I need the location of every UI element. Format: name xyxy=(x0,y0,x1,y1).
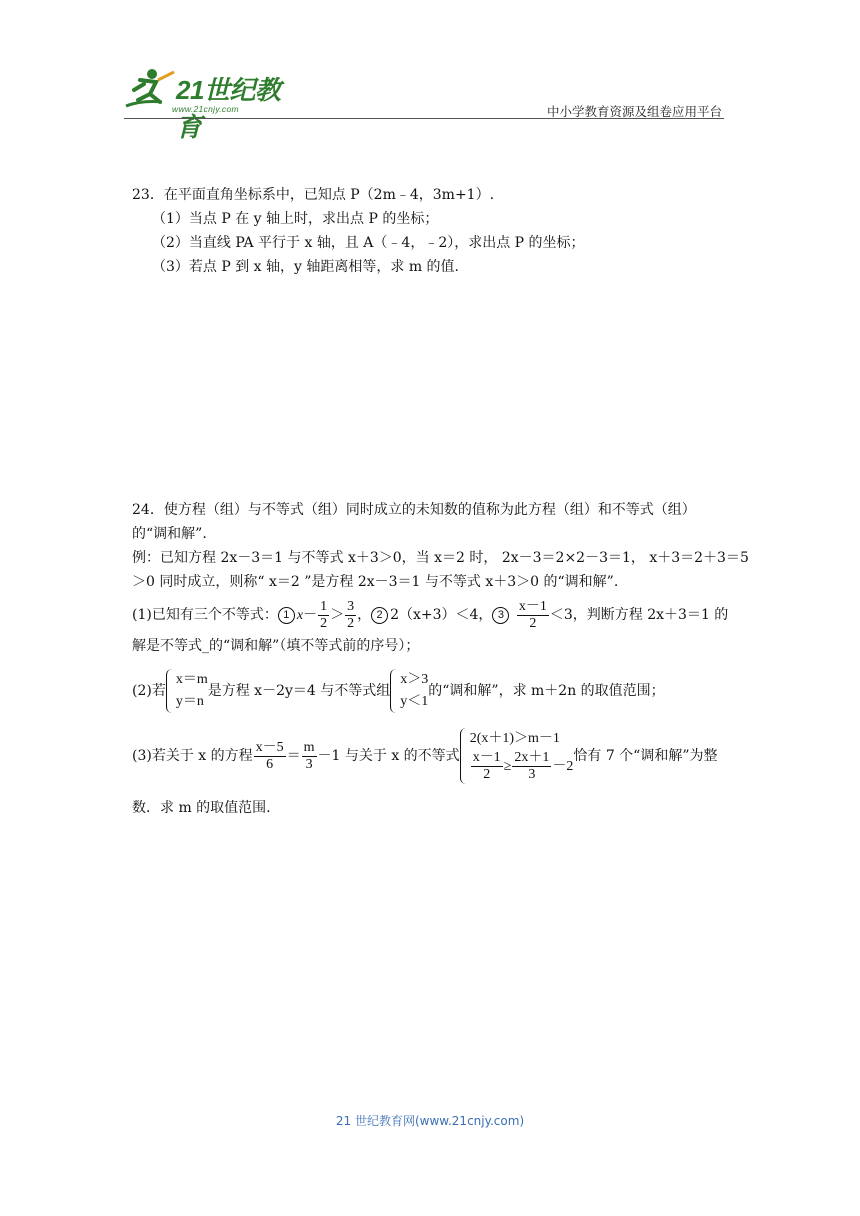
circled-2-icon: 2 xyxy=(371,607,388,624)
fraction-denominator: 2 xyxy=(347,615,355,631)
q24-part2 xyxy=(132,668,665,714)
q24-part3-suffix: 恰有 7 个“调和解”为整 xyxy=(573,748,718,764)
brace-icon xyxy=(166,669,175,713)
fraction-numerator: 1 xyxy=(320,598,328,614)
q24-part1-prefix: (1)已知有三个不等式： xyxy=(132,607,278,623)
equation-system xyxy=(166,669,208,713)
circled-1-icon: 1 xyxy=(278,607,295,624)
brace-icon xyxy=(390,669,399,713)
q24-part1-line2: 解是不等式_的“调和解”（填不等式前的序号）； xyxy=(132,638,420,654)
q24-stem-line1: 24．使方程（组）与不等式（组）同时成立的未知数的值称为此方程（组）和不等式（组） xyxy=(132,502,696,518)
inequality-system xyxy=(390,669,428,713)
runner-icon xyxy=(122,66,178,112)
q24-stem-line2: 的“调和解”. xyxy=(132,526,207,542)
brace-icon xyxy=(460,728,469,784)
fraction-numerator: m xyxy=(303,739,315,755)
fraction xyxy=(517,599,549,632)
system-row: $\frac{x-1}{2}$ ≥ $\frac{2x+1}{3}$ －2 xyxy=(472,750,574,783)
fraction-denominator: 3 xyxy=(305,756,313,772)
fraction xyxy=(254,740,286,773)
system-row: 2(x＋1)＞m－1 xyxy=(469,731,560,746)
fraction xyxy=(302,740,317,773)
fraction-denominator: 2 xyxy=(529,615,537,631)
q24-part2-prefix: (2)若 xyxy=(132,683,166,699)
fraction-numerator: 3 xyxy=(347,598,355,614)
system-row: y＜1 xyxy=(400,694,429,709)
logo-url: www.21cnjy.com xyxy=(172,104,239,114)
q24-part1-line1: (1)已知有三个不等式： 1 x－ $\frac{1}{2}$ ＞ $\frac{3}{2}$ ， 2 2（x+3）＜4， 3 $\frac{x-1}{2}$ ＜3，判断方程 2x＋3＝1 的 xyxy=(132,598,729,631)
q24-part1-suffix: ＜3，判断方程 2x＋3＝1 的 xyxy=(549,607,729,623)
q24-part3-line1: (3)若关于 x 的方程 $\frac{x-5}{6}$ ＝ $\frac{m}{3}$ －1 与关于 x 的不等式 2(x＋1)＞m－1 $\frac{x-1}{2}$ ≥ $\frac{2x+1}{3}$ －2 恰有 7 个“调和解”为整 xyxy=(132,726,718,786)
fraction-denominator: 6 xyxy=(266,756,274,772)
logo-text: 21世纪教育 xyxy=(176,75,281,142)
fraction-numerator: x－1 xyxy=(472,750,501,766)
fraction-denominator: 3 xyxy=(528,767,536,783)
page-header xyxy=(122,66,724,142)
q24-part3-line2: 数．求 m 的取值范围. xyxy=(132,800,271,816)
fraction-denominator: 2 xyxy=(320,615,328,631)
fraction-denominator: 2 xyxy=(483,767,491,783)
page-footer: 21 世纪教育网(www.21cnjy.com) xyxy=(335,1114,525,1128)
system-row: y＝n xyxy=(175,694,204,709)
fraction-numerator: 2x＋1 xyxy=(514,750,550,766)
q24-part2-suffix: 的“调和解”，求 m＋2n 的取值范围； xyxy=(428,683,665,699)
circled-3-icon: 3 xyxy=(492,607,509,624)
fraction xyxy=(345,599,356,632)
q24-part1-ineq2: 2（x+3）＜4， xyxy=(390,607,493,623)
q24-part2-mid: 是方程 x－2y＝4 与不等式组 xyxy=(207,683,391,699)
header-platform: 中小学教育资源及组卷应用平台 xyxy=(546,104,722,119)
q24-part3-prefix: (3)若关于 x 的方程 xyxy=(132,748,253,764)
q24-part3-mid: －1 与关于 x 的不等式 xyxy=(317,748,460,764)
q23-part1: （1）当点 P 在 y 轴上时，求出点 P 的坐标； xyxy=(152,211,439,227)
q23-part2: （2）当直线 PA 平行于 x 轴，且 A（﹣4，﹣2），求出点 P 的坐标； xyxy=(152,235,585,251)
inequality-system xyxy=(460,728,574,784)
fraction xyxy=(471,750,503,783)
q24-example-line2: ＞0 同时成立，则称“ x＝2 ”是方程 2x－3＝1 与不等式 x＋3＞0 的“调和解”. xyxy=(132,574,619,590)
q23-stem: 23．在平面直角坐标系中，已知点 P（2m﹣4，3m+1）. xyxy=(132,187,495,203)
fraction-numerator: x－5 xyxy=(255,739,284,755)
fraction xyxy=(318,599,329,632)
logo xyxy=(122,66,292,142)
system-row: x＞3 xyxy=(400,672,429,687)
fraction xyxy=(512,750,551,783)
q23-part3: （3）若点 P 到 x 轴，y 轴距离相等，求 m 的值. xyxy=(152,259,460,275)
system-row: x＝m xyxy=(175,672,208,687)
header-divider xyxy=(124,118,724,119)
fraction-numerator: x－1 xyxy=(518,598,547,614)
q24-example-line1: 例：已知方程 2x－3＝1 与不等式 x＋3＞0，当 x＝2 时， 2x－3＝2×2－3＝1， x＋3＝2＋3＝5 xyxy=(132,550,749,566)
